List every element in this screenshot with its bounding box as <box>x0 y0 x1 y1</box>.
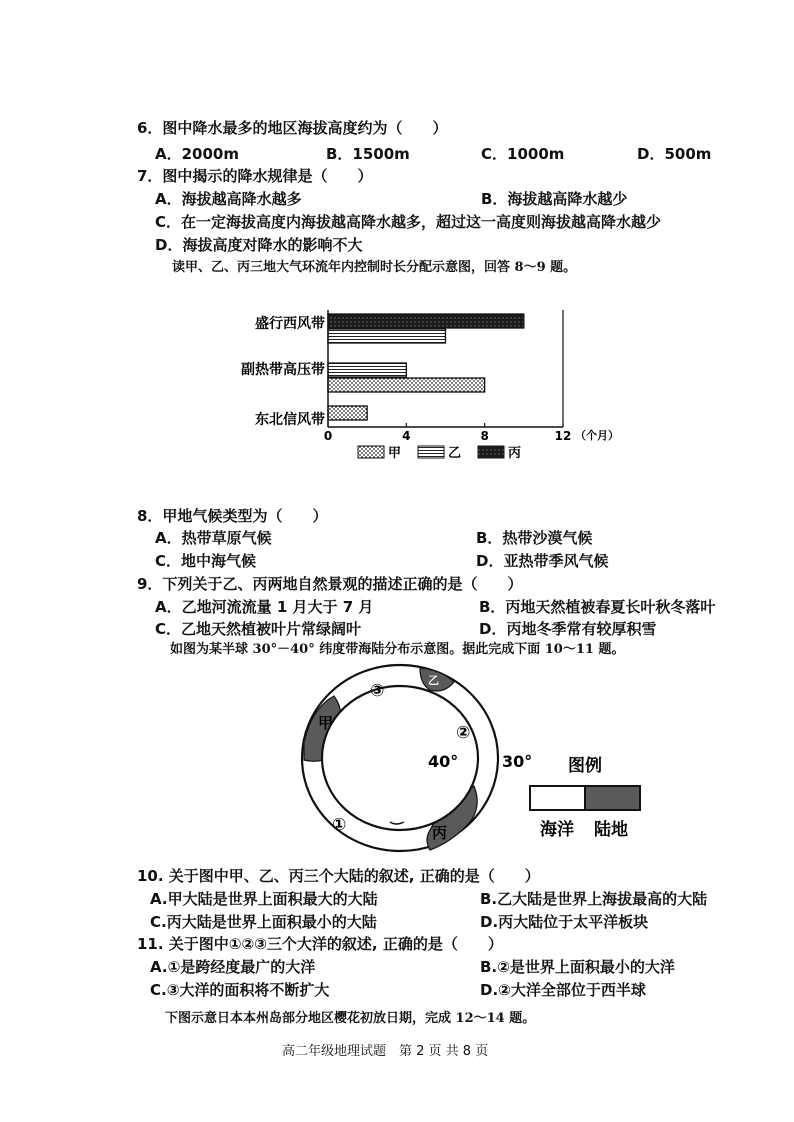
chart-legend-label: 丙 <box>508 446 522 461</box>
intro-12-14: 下图示意日本本州岛部分地区樱花初放日期，完成 12～14 题。 <box>165 1011 536 1026</box>
q11-option-b: B.②是世界上面积最小的大洋 <box>480 958 675 976</box>
latitude-band-map-svg <box>290 660 650 860</box>
continent-bing-label: 丙 <box>432 824 448 842</box>
q10-option-c: C.丙大陆是世界上面积最小的大陆 <box>150 913 377 931</box>
q8-option-b: B．热带沙漠气候 <box>476 529 593 547</box>
q9-option-d: D．丙地冬季常有较厚积雪 <box>479 620 657 638</box>
continent-yi-label: 乙 <box>428 674 439 687</box>
q10-stem: 10. 关于图中甲、乙、丙三个大陆的叙述, 正确的是（ ） <box>137 867 540 885</box>
chart-bar <box>328 314 524 328</box>
map-legend-ocean-swatch <box>530 786 585 810</box>
chart-x-tick-label: 4 <box>402 429 411 443</box>
q9-option-c: C．乙地天然植被叶片常绿阔叶 <box>155 620 362 638</box>
map-legend-title: 图例 <box>568 756 602 776</box>
intro-8-9: 读甲、乙、丙三地大气环流年内控制时长分配示意图，回答 8～9 题。 <box>172 260 577 275</box>
chart-category-label: 东北信风带 <box>255 412 325 428</box>
q9-option-b: B．丙地天然植被春夏长叶秋冬落叶 <box>479 598 716 616</box>
map-legend-land-label: 陆地 <box>594 820 628 840</box>
q10-option-b: B.乙大陆是世界上海拔最高的大陆 <box>480 890 708 908</box>
q6-stem: 6．图中降水最多的地区海拔高度约为（ ） <box>137 119 448 137</box>
q8-option-a: A．热带草原气候 <box>155 529 272 547</box>
chart-legend-swatch <box>418 446 444 458</box>
chart-x-tick-label: 0 <box>323 429 333 443</box>
circulation-chart <box>225 300 645 470</box>
q10-option-d: D.丙大陆位于太平洋板块 <box>480 913 649 931</box>
continent-jia-label: 甲 <box>318 714 334 732</box>
chart-category-label: 副热带高压带 <box>241 362 325 378</box>
ocean-mark-1: ① <box>332 815 347 835</box>
q7-option-a: A．海拔越高降水越多 <box>155 190 302 208</box>
chart-bar <box>328 406 367 420</box>
ocean-mark-2: ② <box>456 723 471 743</box>
q7-option-d: D．海拔高度对降水的影响不大 <box>155 236 363 254</box>
latitude-band-map <box>290 660 650 860</box>
chart-category-label: 盛行西风带 <box>255 316 325 332</box>
map-legend-ocean-label: 海洋 <box>540 820 574 840</box>
chart-x-tick-label: 12 <box>554 429 572 443</box>
q9-stem: 9．下列关于乙、丙两地自然景观的描述正确的是（ ） <box>137 575 523 593</box>
q7-stem: 7．图中揭示的降水规律是（ ） <box>137 167 373 185</box>
chart-x-label: （个月） <box>575 429 619 442</box>
q9-option-a: A．乙地河流流量 1 月大于 7 月 <box>155 598 374 616</box>
intro-10-11: 如图为某半球 30°－40° 纬度带海陆分布示意图。据此完成下面 10～11 题。 <box>170 642 625 657</box>
q6-option-d: D．500m <box>637 145 712 163</box>
chart-bar <box>328 363 406 377</box>
lat-40-label: 40° <box>428 752 459 771</box>
q8-option-d: D．亚热带季风气候 <box>476 552 609 570</box>
q11-option-d: D.②大洋全部位于西半球 <box>480 981 646 999</box>
chart-legend-label: 乙 <box>448 446 462 461</box>
q11-stem: 11. 关于图中①②③三个大洋的叙述, 正确的是（ ） <box>137 935 503 953</box>
chart-legend-label: 甲 <box>388 446 402 461</box>
chart-x-tick-label: 8 <box>480 429 489 443</box>
circulation-chart-svg <box>225 300 645 470</box>
chart-bar <box>328 378 485 392</box>
ocean-mark-3: ③ <box>370 681 385 701</box>
q6-option-a: A．2000m <box>155 145 239 163</box>
chart-legend-swatch <box>478 446 504 458</box>
chart-legend-swatch <box>358 446 384 458</box>
chart-bar <box>328 329 446 343</box>
page-footer: 高二年级地理试题 第 2 页 共 8 页 <box>282 1044 489 1059</box>
q10-option-a: A.甲大陆是世界上面积最大的大陆 <box>150 890 378 908</box>
q11-option-a: A.①是跨经度最广的大洋 <box>150 958 316 976</box>
q11-option-c: C.③大洋的面积将不断扩大 <box>150 981 330 999</box>
lat-30-label: 30° <box>502 752 533 771</box>
q8-stem: 8．甲地气候类型为（ ） <box>137 507 328 525</box>
q6-option-c: C．1000m <box>481 145 565 163</box>
q7-option-c: C．在一定海拔高度内海拔越高降水越多，超过这一高度则海拔越高降水越少 <box>155 213 662 231</box>
q8-option-c: C．地中海气候 <box>155 552 257 570</box>
map-legend-land-swatch <box>585 786 640 810</box>
q6-option-b: B．1500m <box>326 145 410 163</box>
q7-option-b: B．海拔越高降水越少 <box>481 190 628 208</box>
